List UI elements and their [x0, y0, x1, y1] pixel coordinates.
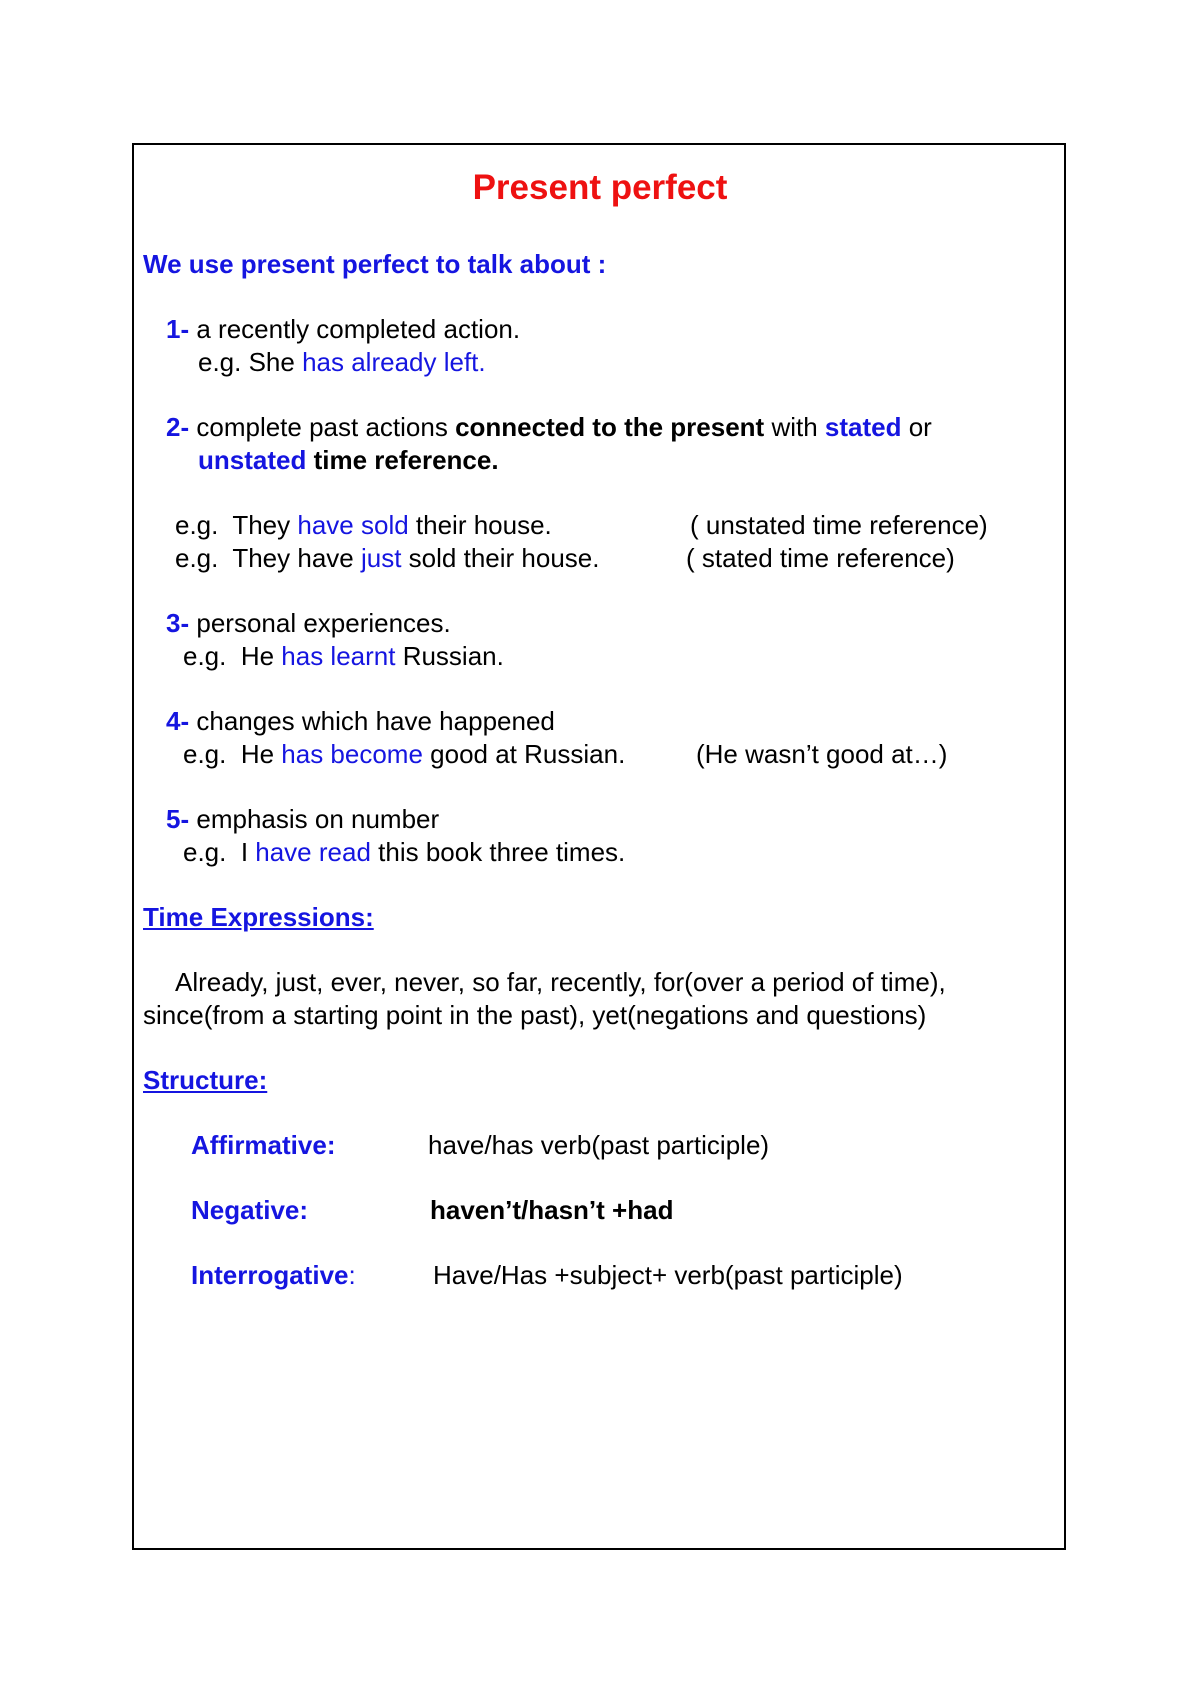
- use-2-line2: [198, 444, 499, 476]
- use-number: 3-: [166, 608, 190, 638]
- use-keyword-unstated: unstated: [198, 445, 307, 475]
- use-description: personal experiences.: [196, 608, 451, 638]
- negative-label: Negative:: [191, 1195, 309, 1225]
- use-3: [166, 607, 451, 639]
- use-description-bold: time reference.: [306, 445, 499, 475]
- use-description: a recently completed action.: [196, 314, 521, 344]
- intro-line: We use present perfect to talk about :: [143, 249, 607, 279]
- interrogative-colon: :: [348, 1260, 356, 1290]
- example-verb: has become: [281, 739, 423, 769]
- use-description: complete past actions: [196, 412, 456, 442]
- use-1: [166, 313, 520, 345]
- use-number: 2-: [166, 412, 190, 442]
- example-verb: have sold: [297, 510, 409, 540]
- example-text: e.g. I: [183, 837, 256, 867]
- interrogative-value: Have/Has +subject+ verb(past participle): [433, 1260, 903, 1290]
- use-number: 5-: [166, 804, 190, 834]
- use-number: 4-: [166, 706, 190, 736]
- use-description: changes which have happened: [196, 706, 555, 736]
- use-2-example-2: [175, 542, 599, 574]
- use-4: [166, 705, 555, 737]
- time-expressions-heading: Time Expressions:: [143, 902, 374, 932]
- example-verb: has learnt: [281, 641, 396, 671]
- time-expressions-line-2: since(from a starting point in the past), yet(negations and questions): [143, 1000, 927, 1030]
- example-verb: has already left.: [302, 347, 486, 377]
- use-2-example-1-note: ( unstated time reference): [690, 510, 988, 540]
- use-description: emphasis on number: [196, 804, 440, 834]
- example-text: this book three times.: [370, 837, 626, 867]
- use-1-example: [198, 346, 486, 378]
- time-expressions-line-1: Already, just, ever, never, so far, recently, for(over a period of time),: [175, 967, 946, 997]
- use-5: [166, 803, 439, 835]
- example-text: their house.: [408, 510, 552, 540]
- page-title: Present perfect: [472, 168, 728, 207]
- example-verb: just: [360, 543, 402, 573]
- use-description: with: [764, 412, 825, 442]
- example-text: e.g. She: [198, 347, 303, 377]
- example-text: e.g. He: [183, 739, 282, 769]
- use-number: 1-: [166, 314, 190, 344]
- example-text: good at Russian.: [422, 739, 626, 769]
- example-text: Russian.: [395, 641, 504, 671]
- interrogative-label-text: Interrogative: [191, 1260, 349, 1290]
- use-description-bold: connected to the present: [455, 412, 765, 442]
- interrogative-label: [191, 1259, 356, 1291]
- use-3-example: [183, 640, 504, 672]
- use-4-example-note: (He wasn’t good at…): [696, 739, 948, 769]
- use-2: [166, 411, 932, 443]
- example-text: sold their house.: [401, 543, 600, 573]
- use-2-example-1: [175, 509, 552, 541]
- affirmative-value: have/has verb(past participle): [428, 1130, 770, 1160]
- use-2-example-2-note: ( stated time reference): [686, 543, 955, 573]
- affirmative-label: Affirmative:: [191, 1130, 336, 1160]
- use-description: or: [901, 412, 932, 442]
- example-text: e.g. He: [183, 641, 282, 671]
- use-4-example: [183, 738, 625, 770]
- example-text: e.g. They have: [175, 543, 361, 573]
- example-verb: have read: [255, 837, 371, 867]
- use-5-example: [183, 836, 625, 868]
- structure-heading: Structure:: [143, 1065, 268, 1095]
- negative-value: haven’t/hasn’t +had: [430, 1195, 674, 1225]
- use-keyword-stated: stated: [824, 412, 902, 442]
- example-text: e.g. They: [175, 510, 298, 540]
